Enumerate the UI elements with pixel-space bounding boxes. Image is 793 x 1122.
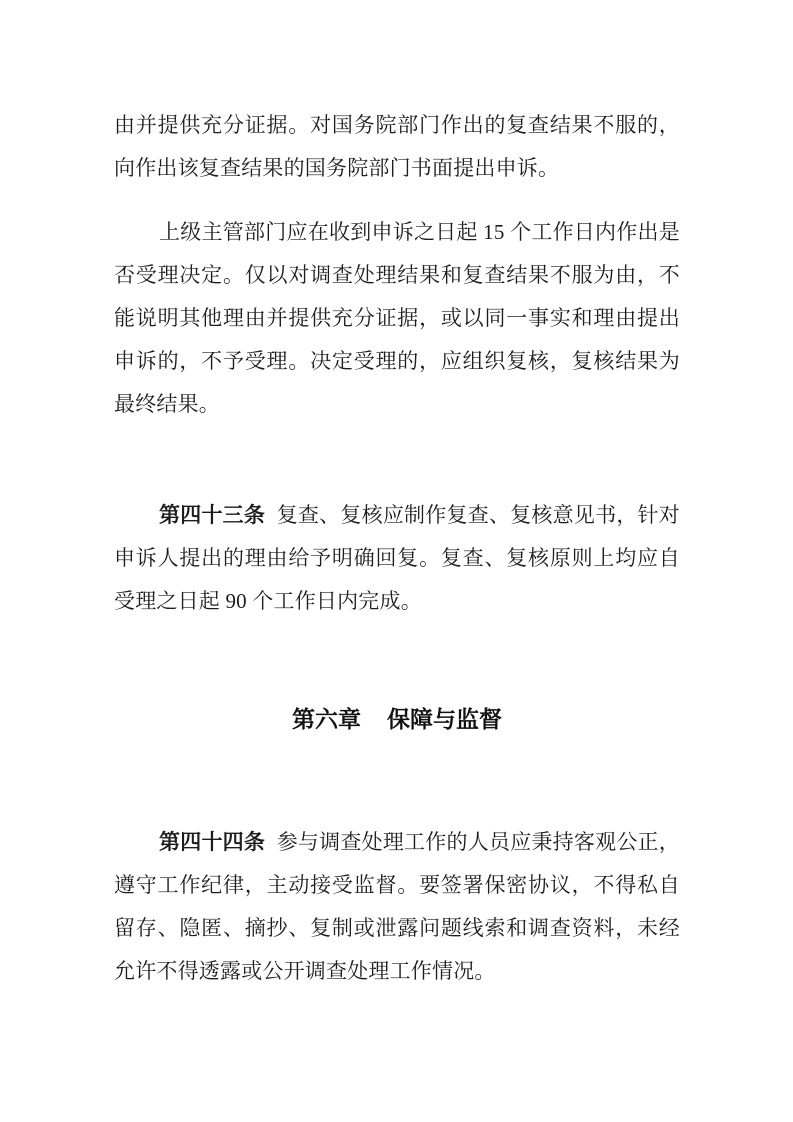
article-43-text: 复查、复核应制作复查、复核意见书，针对申诉人提出的理由给予明确回复。复查、复核原则上均应自受理之日起 90 个工作日内完成。 — [114, 503, 680, 613]
body-paragraph-article-44 — [114, 821, 680, 993]
article-44-number: 第四十四条 — [159, 830, 266, 854]
body-paragraph-article-43 — [114, 494, 680, 623]
document-page — [114, 0, 680, 1122]
chapter-number: 第六章 — [292, 706, 361, 732]
chapter-heading — [114, 698, 680, 741]
body-paragraph-continuation: 由并提供充分证据。对国务院部门作出的复查结果不服的，向作出该复查结果的国务院部门书面提出申诉。 — [114, 113, 680, 180]
article-44-text: 参与调查处理工作的人员应秉持客观公正，遵守工作纪律，主动接受监督。要签署保密协议，不得私自留存、隐匿、摘抄、复制或泄露问题线索和调查资料，未经允许不得透露或公开调查处理工作情况。 — [114, 830, 680, 983]
body-paragraph-appeal-deadline: 上级主管部门应在收到申诉之日起 15 个工作日内作出是否受理决定。仅以对调查处理结果和复查结果不服为由，不能说明其他理由并提供充分证据，或以同一事实和理由提出申诉的，不予受理。决定受理的，应组织复核，复核结果为最终结果。 — [114, 220, 680, 416]
chapter-title: 保障与监督 — [387, 706, 502, 732]
article-43-number: 第四十三条 — [159, 503, 266, 527]
